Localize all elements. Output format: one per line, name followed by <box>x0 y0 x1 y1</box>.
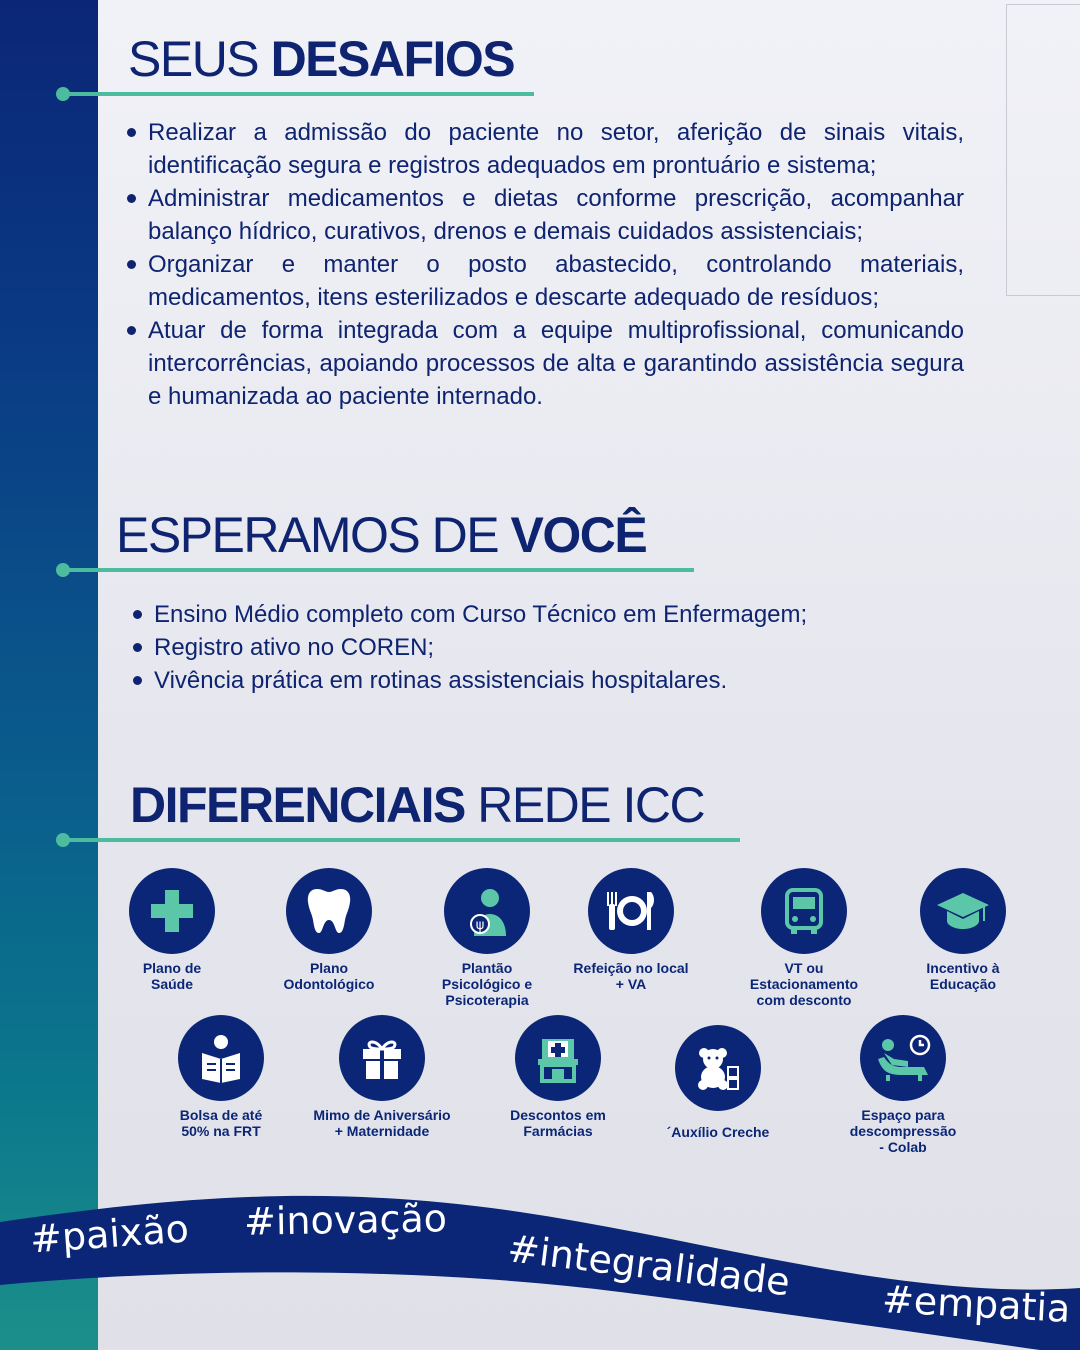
list-item: Registro ativo no COREN; <box>130 631 990 664</box>
list-item: Ensino Médio completo com Curso Técnico em Enfermagem; <box>130 598 990 631</box>
benefit-label: Plano de Saúde <box>142 960 202 992</box>
challenges-title-light: SEUS <box>128 31 271 87</box>
benefit-label: ´Auxílio Creche <box>666 1124 770 1140</box>
benefit-label: VT ou Estacionamento com desconto <box>749 960 859 1008</box>
hashtag-empathy: #empatia <box>880 1277 1072 1331</box>
challenges-title-bold: DESAFIOS <box>270 31 515 87</box>
hashtag-innovation: #inovação <box>243 1196 448 1244</box>
list-item: Administrar medicamentos e dietas conforme prescrição, acompanhar balanço hídrico, curativos, drenos e demais cuidados assistenciais; <box>124 182 964 248</box>
requirements-title-bold: VOCÊ <box>510 507 647 563</box>
benefit-label: Plantão Psicológico e Psicoterapia <box>441 960 533 1008</box>
benefit-label: Bolsa de até 50% na FRT <box>179 1107 263 1139</box>
benefit-label: Descontos em Farmácias <box>510 1107 606 1139</box>
list-item: Realizar a admissão do paciente no setor, aferição de sinais vitais, identificação segura e registros adequados em prontuário e sistema; <box>124 116 964 182</box>
requirements-title-light: ESPERAMOS DE <box>116 507 511 563</box>
benefits-title-light: REDE ICC <box>464 777 705 833</box>
svg-text:ψ: ψ <box>475 918 485 933</box>
benefits-title-bold: DIFERENCIAIS <box>130 777 465 833</box>
list-item: Organizar e manter o posto abastecido, controlando materiais, medicamentos, itens esterilizados e descarte adequado de resíduos; <box>124 248 964 314</box>
benefit-label: Espaço para descompressão - Colab <box>849 1107 957 1155</box>
hashtag-integrality: #integralidade <box>505 1226 793 1305</box>
benefit-label: Mimo de Aniversário + Maternidade <box>313 1107 451 1139</box>
benefit-label: Refeição no local + VA <box>573 960 689 992</box>
hashtag-passion: #paixão <box>28 1206 191 1262</box>
list-item: Atuar de forma integrada com a equipe multiprofissional, comunicando intercorrências, apoiando processos de alta e garantindo assistência segura e humanizada ao paciente internado. <box>124 314 964 413</box>
benefit-label: Incentivo à Educação <box>926 960 1000 992</box>
list-item: Vivência prática em rotinas assistenciais hospitalares. <box>130 664 990 697</box>
benefit-label: Plano Odontológico <box>283 960 375 992</box>
